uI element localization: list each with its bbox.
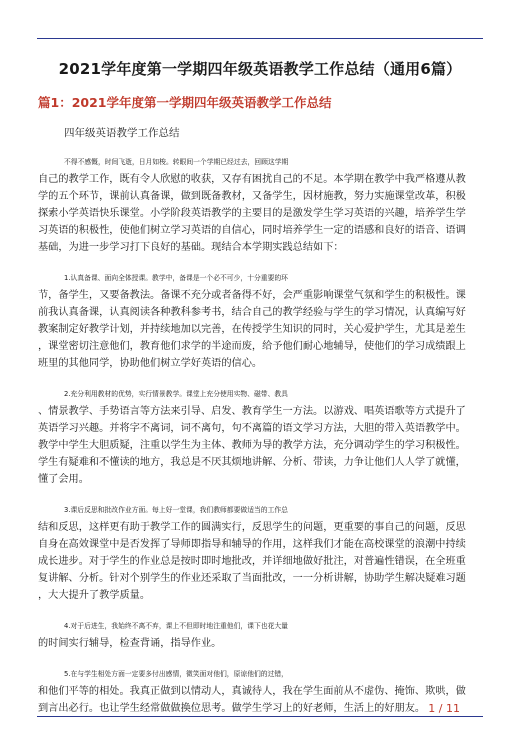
text-line: 懂了会用。: [38, 474, 89, 485]
header-rule: [37, 38, 483, 39]
text-line: 和他们平等的相处。我真正做到以情动人，真诚待人，我在学生面前从不虚伪、掩饰、欺哄，做: [38, 686, 466, 697]
text-line: 前我认真备课，认真阅读各种教科参考书，结合自己的教学经验与学生的学习情况，认真编写好: [38, 307, 466, 318]
text-line: 学生有疑难和不懂读的地方，我总是不厌其烦地讲解、分析、带读，力争让他们人人学了就懂，: [38, 457, 466, 468]
text-line: 4.对于后进生，我始终不离不弃，课上不但即时地注重他们，课下也花大量: [64, 622, 288, 630]
text-line: 、情景教学、手势语言等方法来引导、启发、教育学生一方法。以游戏、唱英语歌等方式提升了: [38, 406, 466, 417]
paragraph-4: [38, 502, 482, 604]
text-line: 2.充分利用教材的优势，实行情景教学。课堂上充分使用实物、磁带、教具: [64, 390, 288, 398]
text-line: 学的五个环节，课前认真备课，做到既备教材，又备学生，因材施教，努力实施课堂改革，积极: [38, 191, 466, 202]
paragraph-3: [38, 386, 482, 488]
section-subtitle: 四年级英语教学工作总结: [64, 127, 180, 139]
text-line: 到言出必行。也让学生经常做做换位思考。做学生学习上的好老师，生活上的好朋友。: [38, 703, 426, 714]
page-number: 1 / 11: [428, 702, 460, 715]
text-line: 1.认真备课、面向全体授课。教学中，备课是一个必不可少，十分重要的环: [64, 274, 288, 282]
text-line: 班里的其他同学，协助他们树立学好英语的信心。: [38, 358, 263, 369]
text-line: 成长进步。对于学生的作业总是按时即时地批改，并详细地做好批注，对普遍性错误，在全班重: [38, 556, 466, 567]
text-line: 教案制定好教学计划，并持续地加以完善，在传授学生知识的同时，关心爱护学生，尤其是差生: [38, 324, 466, 335]
text-line: 结和反思，这样更有助于教学工作的圆满实行，反思学生的问题，更重要的事自己的问题，反思: [38, 522, 466, 533]
text-line: 5.在与学生相处方面一定要多付出感情，微笑面对他们，原谅他们的过错，: [64, 670, 288, 678]
section-title: 篇1：2021学年度第一学期四年级英语教学工作总结: [38, 95, 332, 110]
text-line: 自身在高效课堂中是否发挥了导师即指导和辅导的作用，这样我们才能在高校课堂的浪潮中持续: [38, 539, 466, 550]
text-line: 的时间实行辅导，检查背诵，指导作业。: [38, 638, 222, 649]
text-line: 不得不感慨，时间飞逝，日月如梭。转眼间一个学期已经过去，回顾这学期: [64, 158, 289, 166]
paragraph-2: [38, 270, 482, 372]
text-line: 自己的教学工作，既有令人欣慰的收获，又存有困扰自己的不足。本学期在教学中我严格遵从教: [38, 174, 466, 185]
text-line: ，课堂密切注意他们，教育他们求学的半途而废，给予他们耐心地辅导，使他们的学习成绩跟上: [38, 341, 466, 352]
document-body: [38, 58, 482, 717]
paragraph-6: [38, 666, 482, 717]
text-line: 基础，为进一步学习打下良好的基础。现结合本学期实践总结如下：: [38, 242, 344, 253]
text-line: 英语学习兴趣。并将字不离词，词不离句，句不离篇的语文学习方法，大胆的带入英语教学中。: [38, 423, 466, 434]
paragraph-1: [38, 154, 482, 256]
text-line: 复讲解、分析。针对个别学生的作业还采取了当面批改，一一分析讲解，协助学生解决疑难习题: [38, 573, 466, 584]
paragraph-5: [38, 618, 482, 652]
text-line: 节，备学生，又要备教法。备课不充分或者备得不好，会严重影响课堂气氛和学生的积极性。课: [38, 290, 466, 301]
text-line: 探索小学英语快乐课堂。小学阶段英语教学的主要目的是激发学生学习英语的兴趣，培养学生学: [38, 208, 466, 219]
document-title: 2021学年度第一学期四年级英语教学工作总结（通用6篇）: [58, 60, 462, 78]
text-line: 习英语的积极性，使他们树立学习英语的自信心，同时培养学生一定的语感和良好的语音、语调: [38, 225, 466, 236]
text-line: ，大大提升了教学质量。: [38, 590, 151, 601]
footer-rule: [37, 716, 483, 717]
text-line: 3.课后反思和批改作业方面。每上好一堂课，我们教师都要做适当的工作总: [64, 506, 288, 514]
text-line: 教学中学生大胆质疑，注重以学生为主体、教师为导的教学方法，充分调动学生的学习积极性。: [38, 440, 466, 451]
